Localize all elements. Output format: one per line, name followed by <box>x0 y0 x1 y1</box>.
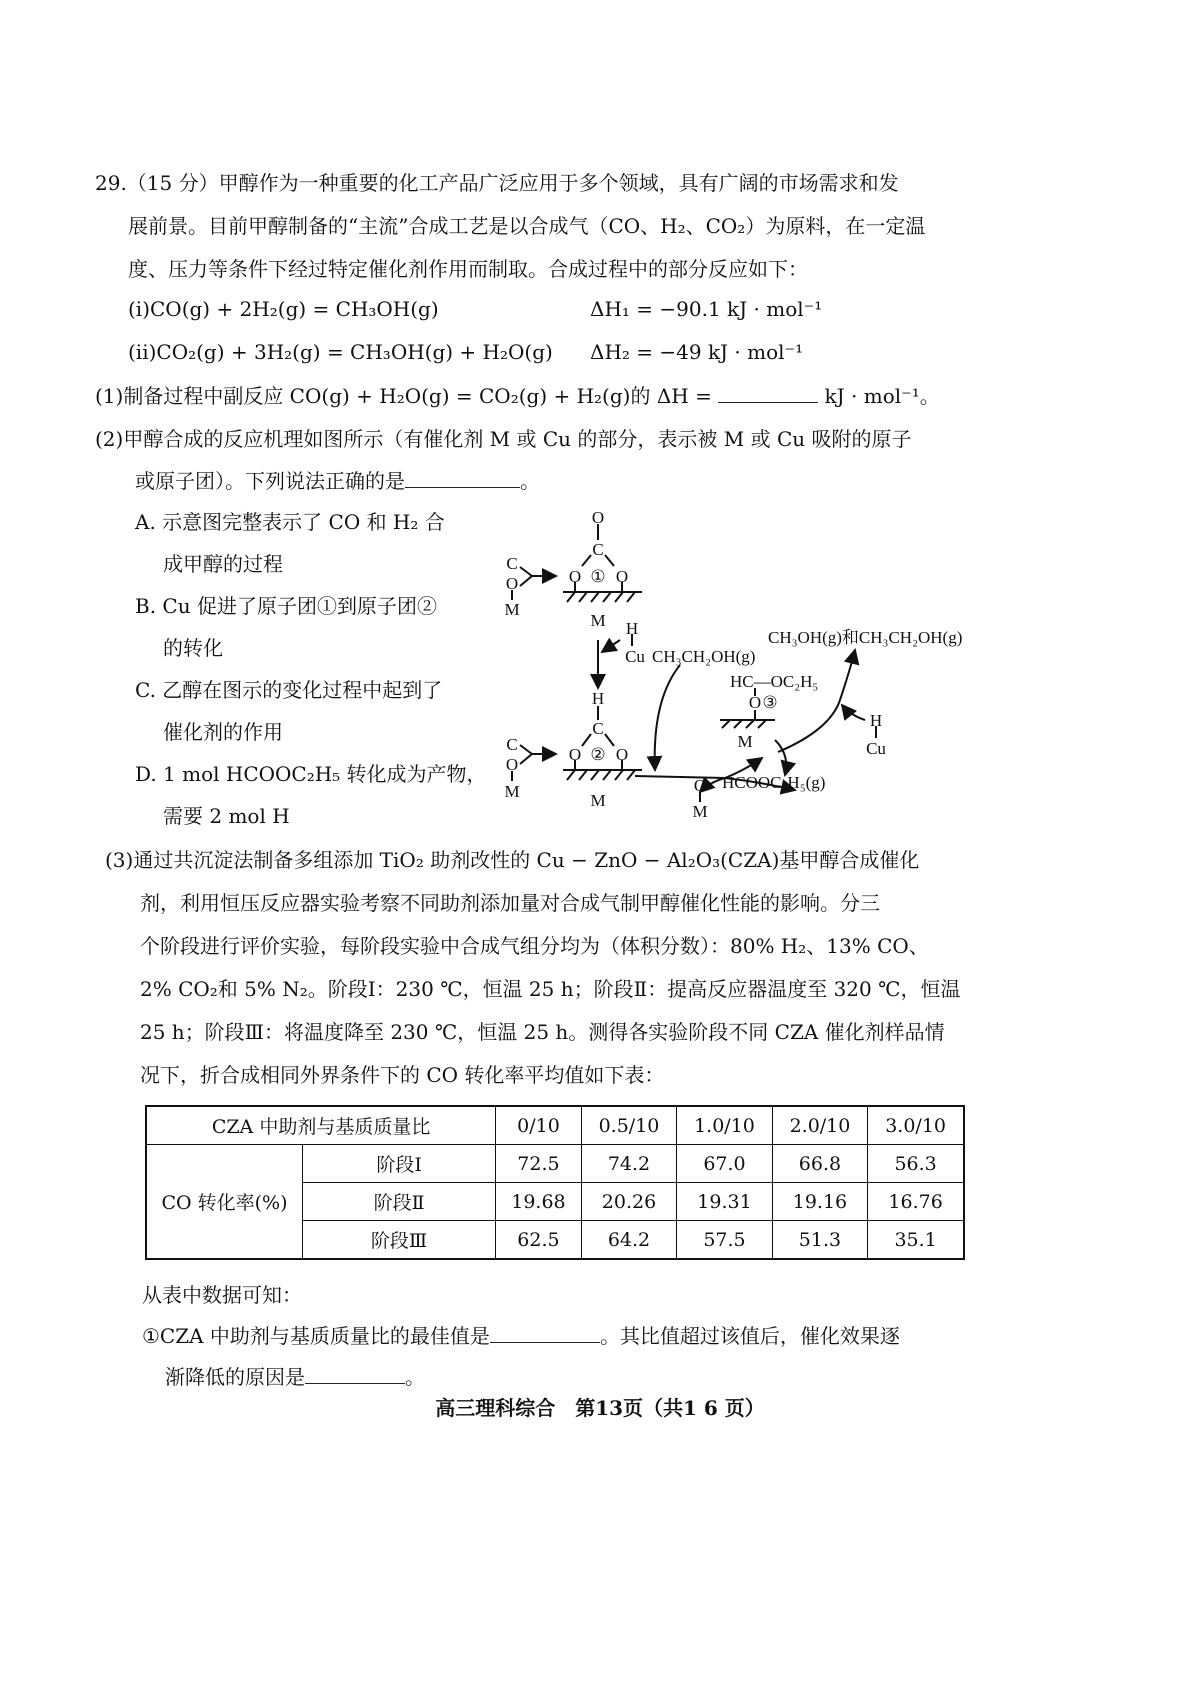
atom-label: H <box>625 619 639 638</box>
q3-line: 2% CO₂和 5% N₂。阶段Ⅰ：230 ℃，恒温 25 h；阶段Ⅱ：提高反应器温度至 320 ℃，恒温 <box>140 977 961 1001</box>
table-cell: 51.3 <box>772 1221 867 1260</box>
reaction-2-enthalpy: ΔH₂ = −49 kJ · mol⁻¹ <box>590 340 804 364</box>
answer-blank-4[interactable] <box>305 1365 405 1384</box>
atom-label: H <box>869 711 883 730</box>
q2-end: 。 <box>520 469 540 493</box>
stage-label: 阶段Ⅰ <box>303 1145 496 1183</box>
catalyst-label: M <box>737 732 753 751</box>
atom-label: O <box>591 508 605 527</box>
stage-label: 阶段Ⅱ <box>303 1183 496 1221</box>
intermediate-label: HC—OC₂H₅ <box>730 672 819 691</box>
atom-label: C <box>506 554 518 573</box>
atom-label: C <box>592 540 604 559</box>
table-cell: 57.5 <box>677 1221 772 1260</box>
q2-text: 或原子团）。下列说法正确的是 <box>135 469 405 493</box>
co-conversion-table <box>145 1105 965 1260</box>
table-cell: 66.8 <box>772 1145 867 1183</box>
table-row <box>146 1145 964 1183</box>
catalyst-label: Cu <box>866 739 886 758</box>
page-footer: 高三理科综合 第13页（共1 6 页） <box>435 1396 765 1420</box>
table-cell: 72.5 <box>496 1145 582 1183</box>
atom-label: O <box>568 745 582 764</box>
option-c-cont: 催化剂的作用 <box>163 720 283 744</box>
atom-label: O <box>693 776 707 795</box>
table-cell: 56.3 <box>868 1145 964 1183</box>
table-cell: 74.2 <box>581 1145 676 1183</box>
atom-label: O <box>748 693 762 712</box>
q3-1-text-cont: 。其比值超过该值后，催化效果逐 <box>599 1324 900 1348</box>
option-d: D. 1 mol HCOOC₂H₅ 转化成为产物， <box>135 762 487 786</box>
group-1-label: ① <box>590 567 606 586</box>
answer-blank-3[interactable] <box>490 1324 600 1343</box>
reaction-2-equation: (ii)CO₂(g) + 3H₂(g) = CH₃OH(g) + H₂O(g) <box>128 340 553 364</box>
sub-question-2: (2)甲醇合成的反应机理如图所示（有催化剂 M 或 Cu 的部分，表示被 M 或 Cu 吸附的原子 <box>95 427 912 451</box>
table-cell: 19.16 <box>772 1183 867 1221</box>
atom-label: O <box>615 567 629 586</box>
intro-line: 展前景。目前甲醇制备的“主流”合成工艺是以合成气（CO、H₂、CO₂）为原料，在一定温 <box>128 214 926 238</box>
table-header-cell: 1.0/10 <box>677 1106 772 1145</box>
catalyst-label: M <box>590 791 606 810</box>
q3-1-text: ①CZA 中助剂与基质质量比的最佳值是 <box>142 1324 490 1348</box>
table-cell: 19.31 <box>677 1183 772 1221</box>
option-b-cont: 的转化 <box>163 636 223 660</box>
q3-line: 25 h；阶段Ⅲ：将温度降至 230 ℃，恒温 25 h。测得各实验阶段不同 CZA 催化剂样品情 <box>140 1020 945 1044</box>
atom-label: O <box>505 574 519 593</box>
intro-line: 度、压力等条件下经过特定催化剂作用而制取。合成过程中的部分反应如下： <box>128 257 808 281</box>
conclusion-intro: 从表中数据可知： <box>142 1283 302 1307</box>
atom-label: C <box>592 719 604 738</box>
table-header-cell: 0/10 <box>496 1106 582 1145</box>
table-cell: 16.76 <box>868 1183 964 1221</box>
intro-line: 29.（15 分）甲醇作为一种重要的化工产品广泛应用于多个领域，具有广阔的市场需求和发 <box>95 171 899 195</box>
group-2-label: ② <box>590 745 606 764</box>
table-cell: 64.2 <box>581 1221 676 1260</box>
ethanol-label: CH₃CH₂OH(g) <box>652 647 756 666</box>
option-c: C. 乙醇在图示的变化过程中起到了 <box>135 678 443 702</box>
atom-label: C <box>506 735 518 754</box>
products-label: CH₃OH(g)和CH₃CH₂OH(g) <box>768 628 963 647</box>
sub-question-3-1 <box>142 1322 900 1350</box>
table-header-row <box>146 1106 964 1145</box>
catalyst-label: M <box>504 782 520 801</box>
group-3-label: ③ <box>762 693 778 712</box>
catalyst-label: Cu <box>625 647 645 666</box>
q3-1-reason-text: 渐降低的原因是 <box>165 1365 305 1389</box>
table-cell: 19.68 <box>496 1183 582 1221</box>
atom-label: H <box>591 689 605 708</box>
sub-question-3: (3)通过共沉淀法制备多组添加 TiO₂ 助剂改性的 Cu − ZnO − Al₂O₃(CZA)基甲醇合成催化 <box>105 848 920 872</box>
row-group-label: CO 转化率(%) <box>146 1145 303 1260</box>
catalyst-label: M <box>504 600 520 619</box>
option-b: B. Cu 促进了原子团①到原子团② <box>135 594 437 618</box>
atom-label: O <box>615 745 629 764</box>
table-header-label: CZA 中助剂与基质质量比 <box>146 1106 496 1145</box>
stage-label: 阶段Ⅲ <box>303 1221 496 1260</box>
reaction-1-enthalpy: ΔH₁ = −90.1 kJ · mol⁻¹ <box>590 297 823 321</box>
atom-label: O <box>568 567 582 586</box>
q3-line: 况下，折合成相同外界条件下的 CO 转化率平均值如下表： <box>140 1063 665 1087</box>
table-header-cell: 3.0/10 <box>868 1106 964 1145</box>
option-a-cont: 成甲醇的过程 <box>163 552 283 576</box>
q3-line: 剂，利用恒压反应器实验考察不同助剂添加量对合成气制甲醇催化性能的影响。分三 <box>140 891 880 915</box>
table-cell: 20.26 <box>581 1183 676 1221</box>
atom-label: O <box>505 755 519 774</box>
q1-unit: kJ · mol⁻¹。 <box>824 384 940 408</box>
table-header-cell: 0.5/10 <box>581 1106 676 1145</box>
catalyst-label: M <box>590 611 606 630</box>
table-header-cell: 2.0/10 <box>772 1106 867 1145</box>
ester-label: HCOOC₂H₅(g) <box>722 773 826 792</box>
option-a: A. 示意图完整表示了 CO 和 H₂ 合 <box>135 510 445 534</box>
sub-question-3-1-cont <box>165 1363 425 1391</box>
catalyst-label: M <box>692 802 708 821</box>
q1-text: (1)制备过程中副反应 CO(g) + H₂O(g) = CO₂(g) + H₂(g)的 ΔH = <box>95 384 712 408</box>
table-cell: 67.0 <box>677 1145 772 1183</box>
q3-1-end: 。 <box>405 1365 425 1389</box>
option-d-cont: 需要 2 mol H <box>163 804 290 828</box>
table-cell: 35.1 <box>868 1221 964 1260</box>
q3-line: 个阶段进行评价实验，每阶段实验中合成气组分均为（体积分数）：80% H₂、13% CO、 <box>140 934 929 958</box>
reaction-1-equation: (i)CO(g) + 2H₂(g) = CH₃OH(g) <box>128 297 439 321</box>
table-cell: 62.5 <box>496 1221 582 1260</box>
